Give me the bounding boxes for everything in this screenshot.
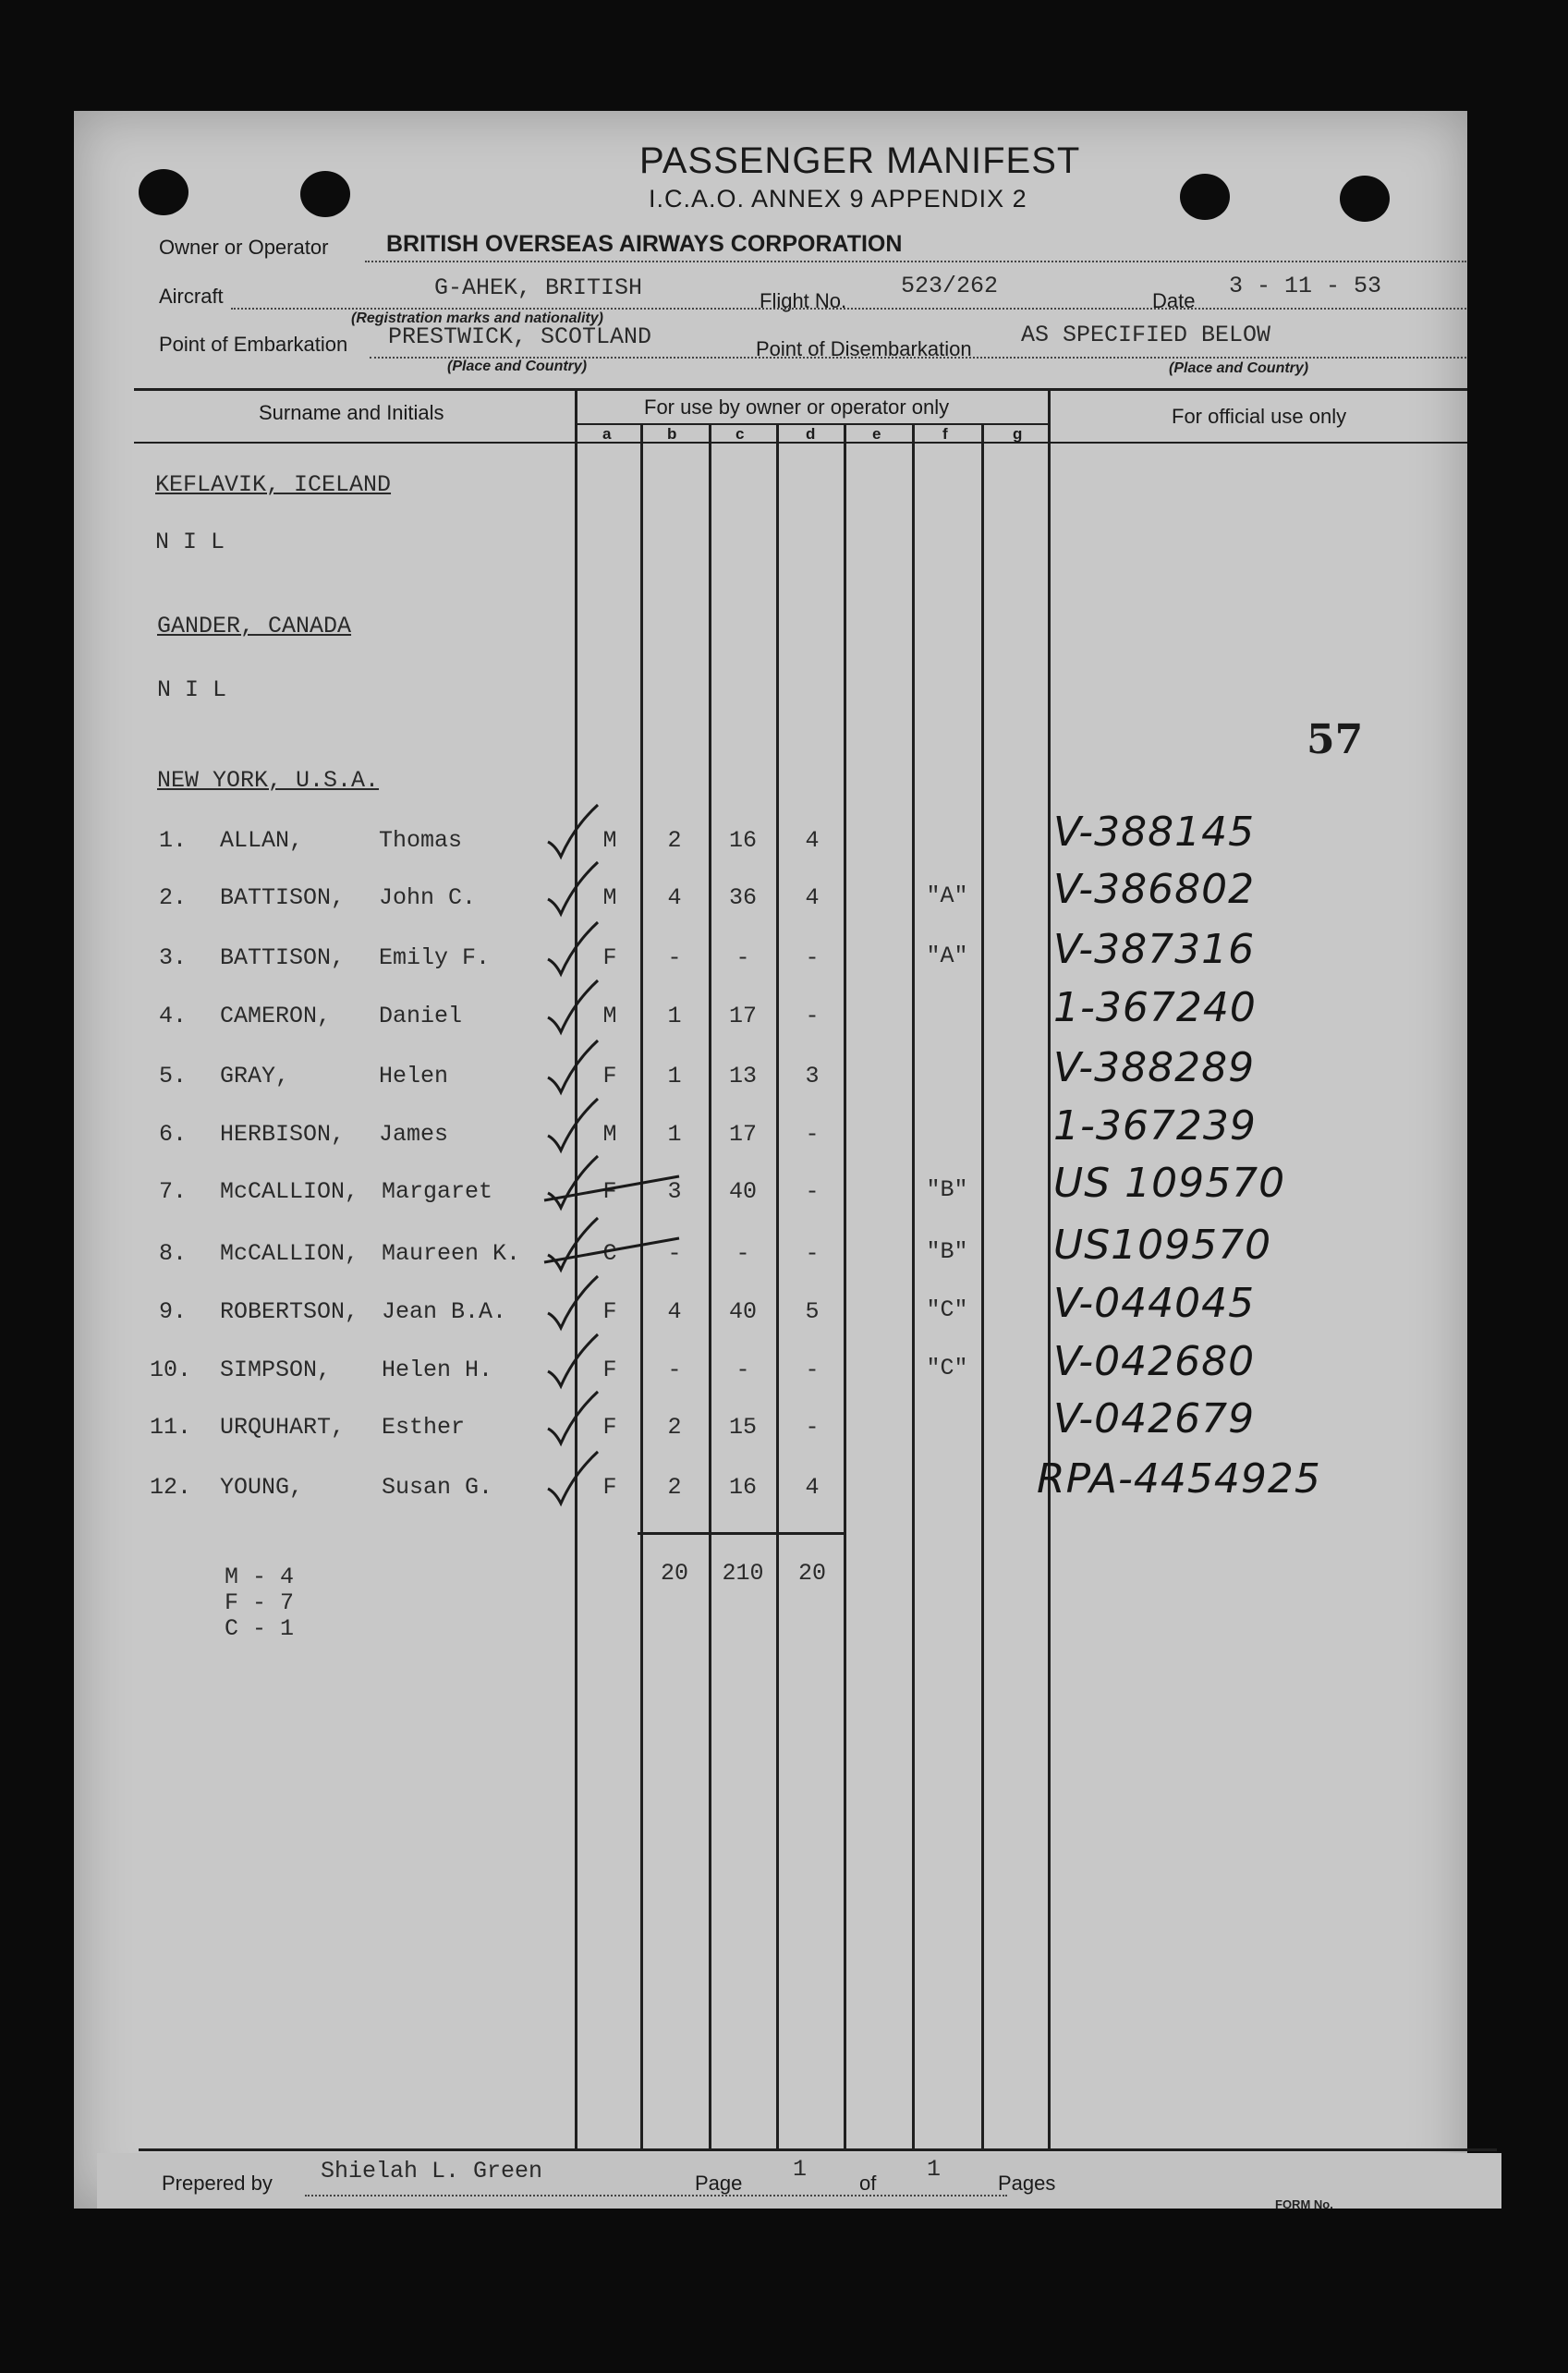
punch-hole-2 [300, 171, 350, 217]
section-keflavik-nil: N I L [155, 529, 225, 555]
aircraft-label: Aircraft [159, 285, 224, 308]
total-b: 20 [660, 1560, 688, 1587]
check-mark-icon [541, 975, 605, 1040]
passenger-given: Thomas [379, 827, 463, 854]
check-mark-icon [541, 1035, 605, 1100]
passenger-col-d: - [805, 944, 820, 971]
passenger-num: 9. [159, 1298, 188, 1325]
passenger-col-c: 40 [728, 1298, 757, 1325]
passenger-col-b: - [667, 1240, 682, 1267]
passenger-sex: F [602, 1298, 617, 1325]
passenger-col-d: 5 [805, 1298, 820, 1325]
embark-value: PRESTWICK, SCOTLAND [388, 323, 652, 350]
passenger-col-d: 4 [805, 884, 820, 911]
passenger-col-d: 4 [805, 827, 820, 854]
passenger-official-number: V-388289 [1053, 1044, 1256, 1091]
passenger-col-f: "A" [926, 882, 968, 909]
check-mark-icon [541, 917, 605, 981]
owner-value: BRITISH OVERSEAS AIRWAYS CORPORATION [386, 231, 903, 257]
form-number: FORM No. [1275, 2197, 1333, 2211]
passenger-col-d: - [805, 1003, 820, 1029]
subcol-e: e [872, 425, 881, 443]
count-c: C - 1 [225, 1615, 295, 1642]
passenger-col-b: 1 [667, 1063, 682, 1089]
passenger-given: Helen H. [382, 1357, 493, 1383]
check-mark-icon [541, 1271, 605, 1335]
owner-label: Owner or Operator [159, 236, 329, 259]
passenger-official-number: 1-367240 [1053, 984, 1257, 1031]
check-mark-icon [541, 1093, 605, 1158]
passenger-col-c: 16 [728, 827, 757, 854]
passenger-sex: F [602, 1357, 617, 1383]
col-official-header: For official use only [1172, 405, 1347, 428]
passenger-surname: ROBERTSON, [220, 1298, 359, 1325]
passenger-col-f: "B" [926, 1238, 968, 1265]
passenger-official-number: V-387316 [1053, 926, 1256, 973]
subcol-c: c [735, 425, 745, 443]
passenger-sex: F [602, 1474, 617, 1501]
passenger-surname: McCALLION, [220, 1240, 359, 1267]
passenger-col-d: - [805, 1178, 820, 1205]
passenger-num: 11. [150, 1414, 192, 1441]
passenger-col-b: 2 [667, 827, 682, 854]
passenger-col-c: - [735, 944, 750, 971]
col-owner-header: For use by owner or operator only [644, 396, 950, 419]
footer-dotline [305, 2195, 1007, 2197]
page-value: 1 [793, 2156, 808, 2183]
passenger-given: John C. [379, 884, 477, 911]
subcol-f: f [942, 425, 948, 443]
check-mark-icon [541, 1446, 605, 1511]
passenger-col-d: - [805, 1357, 820, 1383]
col-line-5 [844, 423, 846, 2148]
passenger-sex: M [602, 1003, 617, 1029]
passenger-col-c: 16 [728, 1474, 757, 1501]
passenger-given: Susan G. [382, 1474, 493, 1501]
passenger-surname: HERBISON, [220, 1121, 346, 1148]
strike-line [541, 1171, 688, 1208]
passenger-col-d: 4 [805, 1474, 820, 1501]
page-mark-57: 57 [1307, 716, 1364, 763]
passenger-col-b: 1 [667, 1003, 682, 1029]
passenger-given: Helen [379, 1063, 449, 1089]
passenger-surname: YOUNG, [220, 1474, 304, 1501]
passenger-surname: ALLAN, [220, 827, 304, 854]
manifest-title: PASSENGER MANIFEST [639, 140, 1081, 181]
passenger-num: 2. [159, 884, 188, 911]
passenger-official-number: V-042679 [1053, 1395, 1256, 1442]
date-value: 3 - 11 - 53 [1229, 273, 1382, 299]
passenger-sex: F [602, 1063, 617, 1089]
passenger-sex: F [602, 944, 617, 971]
passenger-col-c: 17 [728, 1121, 757, 1148]
col-surname-header: Surname and Initials [259, 401, 444, 424]
passenger-given: Jean B.A. [382, 1298, 507, 1325]
passenger-surname: GRAY, [220, 1063, 290, 1089]
subcol-d: d [806, 425, 816, 443]
aircraft-dotline [231, 308, 1466, 310]
count-m: M - 4 [225, 1564, 295, 1590]
passenger-surname: URQUHART, [220, 1414, 346, 1441]
passenger-sex: C [602, 1240, 617, 1267]
col-line-3 [709, 423, 711, 2148]
passenger-sex: M [602, 884, 617, 911]
passenger-num: 10. [150, 1357, 192, 1383]
passenger-num: 12. [150, 1474, 192, 1501]
passenger-col-f: "C" [926, 1355, 968, 1381]
passenger-num: 3. [159, 944, 188, 971]
punch-hole-3 [1180, 174, 1230, 220]
col-line-7 [981, 423, 984, 2148]
passenger-num: 8. [159, 1240, 188, 1267]
passenger-given: Maureen K. [382, 1240, 521, 1267]
subcol-a: a [602, 425, 612, 443]
passenger-col-d: 3 [805, 1063, 820, 1089]
check-mark-icon [541, 799, 605, 864]
passenger-col-c: 15 [728, 1414, 757, 1441]
passenger-sex: M [602, 1121, 617, 1148]
table-top-line [134, 388, 1467, 391]
passenger-num: 4. [159, 1003, 188, 1029]
subcol-g: g [1013, 425, 1023, 443]
count-f: F - 7 [225, 1589, 295, 1616]
passenger-official-number: RPA-4454925 [1037, 1455, 1321, 1503]
prepared-value: Shielah L. Green [321, 2158, 543, 2184]
passenger-num: 5. [159, 1063, 188, 1089]
col-line-8 [1048, 388, 1051, 2148]
passenger-col-b: - [667, 1357, 682, 1383]
passenger-col-b: 1 [667, 1121, 682, 1148]
passenger-given: James [379, 1121, 449, 1148]
section-gander-nil: N I L [157, 676, 227, 703]
passenger-col-f: "B" [926, 1176, 968, 1203]
passenger-given: Daniel [379, 1003, 463, 1029]
passenger-sex: F [602, 1414, 617, 1441]
owner-dotline [365, 261, 1466, 262]
passenger-col-b: 4 [667, 1298, 682, 1325]
check-mark-icon [541, 1329, 605, 1393]
col-line-6 [912, 423, 915, 2148]
check-mark-icon [541, 1386, 605, 1451]
passenger-surname: SIMPSON, [220, 1357, 332, 1383]
passenger-surname: CAMERON, [220, 1003, 332, 1029]
passenger-col-d: - [805, 1240, 820, 1267]
passenger-official-number: V-042680 [1053, 1338, 1256, 1385]
passenger-given: Margaret [382, 1178, 493, 1205]
prepared-label: Prepered by [162, 2172, 273, 2195]
place-note-left: (Place and Country) [447, 359, 588, 374]
passenger-num: 7. [159, 1178, 188, 1205]
section-new-york: NEW YORK, U.S.A. [157, 767, 380, 794]
section-gander: GANDER, CANADA [157, 613, 352, 639]
passenger-given: Emily F. [379, 944, 491, 971]
passenger-col-c: 40 [728, 1178, 757, 1205]
col-line-2 [640, 423, 643, 2148]
page-label: Page [695, 2172, 743, 2195]
passenger-num: 1. [159, 827, 188, 854]
disembark-value: AS SPECIFIED BELOW [1021, 322, 1271, 348]
registration-note: (Registration marks and nationality) [351, 310, 603, 326]
passenger-col-b: 2 [667, 1414, 682, 1441]
passenger-surname: McCALLION, [220, 1178, 359, 1205]
passenger-col-f: "C" [926, 1296, 968, 1323]
passenger-given: Esther [382, 1414, 466, 1441]
check-mark-icon [541, 857, 605, 921]
passenger-col-b: 4 [667, 884, 682, 911]
passenger-official-number: V-386802 [1053, 866, 1256, 913]
passenger-official-number: US 109570 [1053, 1160, 1286, 1207]
of-value: 1 [927, 2156, 942, 2183]
manifest-subtitle: I.C.A.O. ANNEX 9 APPENDIX 2 [649, 185, 1027, 213]
passenger-official-number: V-388145 [1053, 809, 1256, 856]
passenger-col-c: - [735, 1357, 750, 1383]
passenger-col-b: 2 [667, 1474, 682, 1501]
of-label: of [859, 2172, 877, 2195]
punch-hole-4 [1340, 176, 1390, 222]
passenger-col-c: - [735, 1240, 750, 1267]
date-label: Date [1152, 289, 1196, 312]
passenger-num: 6. [159, 1121, 188, 1148]
flight-value: 523/262 [901, 273, 999, 299]
strike-line [541, 1233, 688, 1270]
passenger-col-c: 13 [728, 1063, 757, 1089]
pages-label: Pages [998, 2172, 1056, 2195]
passenger-col-c: 36 [728, 884, 757, 911]
aircraft-value: G-AHEK, BRITISH [434, 274, 643, 301]
passenger-official-number: US109570 [1053, 1222, 1272, 1269]
passenger-col-d: - [805, 1121, 820, 1148]
passenger-sex: F [602, 1178, 617, 1205]
total-d: 20 [797, 1560, 826, 1587]
embark-label: Point of Embarkation [159, 333, 348, 356]
passenger-surname: BATTISON, [220, 884, 346, 911]
passenger-col-f: "A" [926, 943, 968, 969]
totals-line [638, 1532, 845, 1535]
section-keflavik: KEFLAVIK, ICELAND [155, 471, 392, 498]
disembark-label: Point of Disembarkation [756, 337, 972, 360]
place-note-right: (Place and Country) [1169, 360, 1309, 376]
passenger-col-b: 3 [667, 1178, 682, 1205]
passenger-official-number: 1-367239 [1053, 1102, 1257, 1150]
header-bottom-line [134, 442, 1467, 444]
total-c: 210 [722, 1560, 764, 1587]
footer-top-line [139, 2148, 1497, 2151]
subcol-b: b [667, 425, 677, 443]
punch-hole-1 [139, 169, 188, 215]
passenger-col-d: - [805, 1414, 820, 1441]
flight-label: Flight No. [760, 289, 847, 312]
passenger-col-b: - [667, 944, 682, 971]
col-line-4 [776, 423, 779, 2148]
passenger-official-number: V-044045 [1053, 1280, 1256, 1327]
passenger-col-c: 17 [728, 1003, 757, 1029]
passenger-sex: M [602, 827, 617, 854]
passenger-surname: BATTISON, [220, 944, 346, 971]
